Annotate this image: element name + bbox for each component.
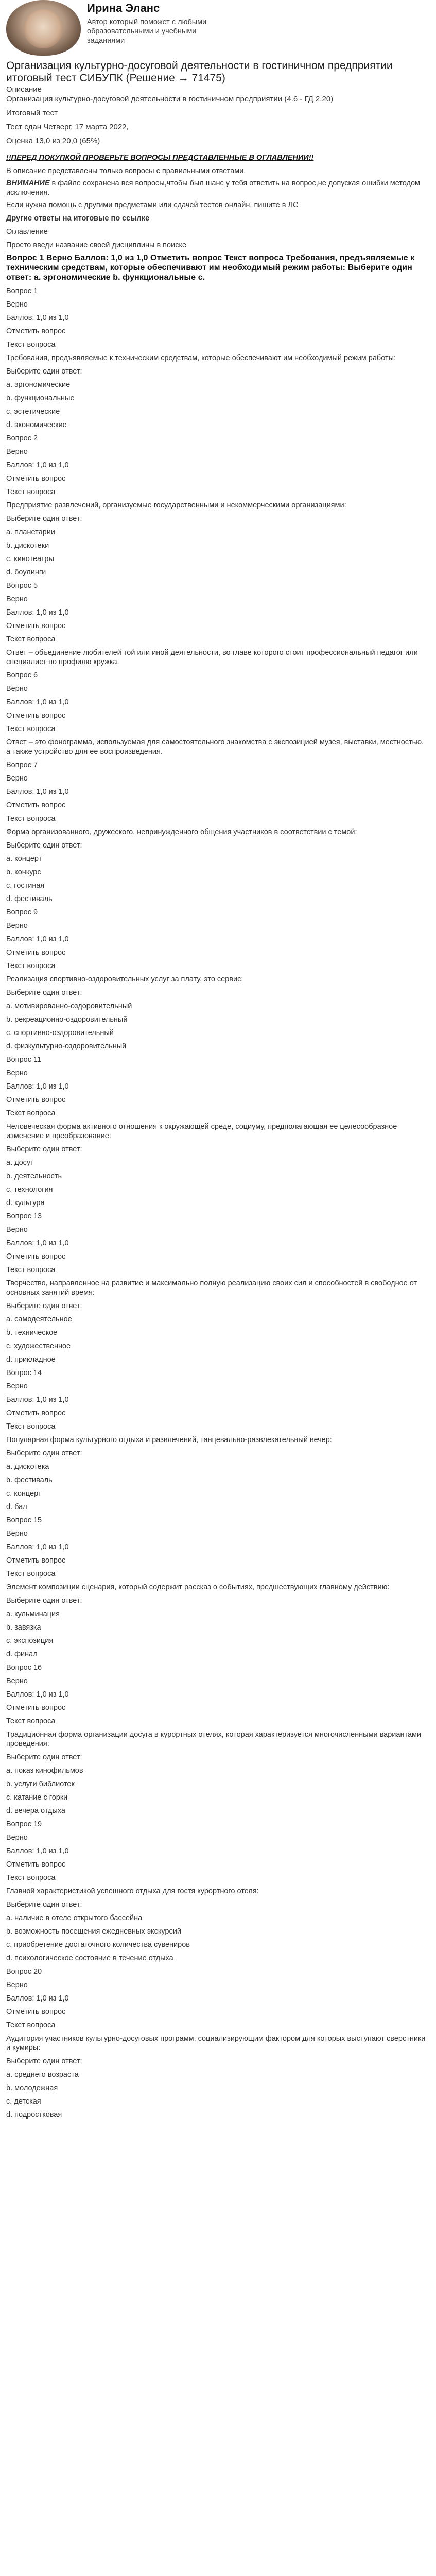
- question-text: Ответ – это фонограмма, используемая для самостоятельного знакомства с экспозицией музея, выставки, местностью, а также устройство для ее воспроизведения.: [6, 738, 424, 756]
- question-status: Верно: [6, 1382, 28, 1391]
- flag-question-link[interactable]: Отметить вопрос: [6, 474, 66, 483]
- answer-option: b. рекреационно-оздоровительный: [6, 1015, 128, 1024]
- answer-prompt: Выберите один ответ:: [6, 841, 82, 850]
- answer-prompt: Выберите один ответ:: [6, 1145, 82, 1154]
- answer-option: b. дискотеки: [6, 541, 49, 550]
- question-number: Вопрос 7: [6, 761, 38, 769]
- test-meta: [6, 84, 430, 146]
- question-text: Ответ – объединение любителей той или иной деятельности, во главе которого стоит профессиональный педагог или специалист по профилю кружка.: [6, 649, 418, 666]
- answer-option: b. услуги библиотек: [6, 1780, 75, 1788]
- question-block: [6, 1967, 430, 2120]
- question-block: [6, 434, 430, 577]
- answer-option: d. финал: [6, 1650, 38, 1658]
- answer-option: b. деятельность: [6, 1172, 62, 1180]
- question-block: [6, 760, 430, 904]
- flag-question-link[interactable]: Отметить вопрос: [6, 711, 66, 720]
- question-block: [6, 1055, 430, 1208]
- answer-option: a. показ кинофильмов: [6, 1767, 83, 1775]
- question-text: Элемент композиции сценария, который содержит рассказ о событиях, предшествующих главному действию:: [6, 1583, 390, 1591]
- question-status: Верно: [6, 300, 28, 309]
- answer-prompt: Выберите один ответ:: [6, 1901, 82, 1909]
- author-card: [6, 0, 430, 58]
- question-number: Вопрос 13: [6, 1212, 42, 1221]
- answer-option: d. физкультурно-оздоровительный: [6, 1042, 127, 1050]
- answer-option: d. фестиваль: [6, 895, 53, 903]
- question-text: Главной характеристикой успешного отдыха для гостя курортного отеля:: [6, 1887, 259, 1895]
- answer-option: b. техническое: [6, 1329, 58, 1337]
- question-block: [6, 581, 430, 667]
- answer-option: a. концерт: [6, 855, 42, 863]
- answer-option: c. катание с горки: [6, 1793, 68, 1802]
- question-status: Верно: [6, 448, 28, 456]
- question-number: Вопрос 20: [6, 1968, 42, 1976]
- question-text-label: Текст вопроса: [6, 1717, 56, 1725]
- question-status: Верно: [6, 1530, 28, 1538]
- answer-option: d. культура: [6, 1199, 45, 1207]
- answer-prompt: Выберите один ответ:: [6, 1449, 82, 1458]
- warning-label: ВНИМАНИЕ: [6, 179, 50, 188]
- author-info: [87, 0, 226, 45]
- answer-prompt: Выберите один ответ:: [6, 2057, 82, 2065]
- question-block: [6, 286, 430, 430]
- answer-option: a. наличие в отеле открытого бассейна: [6, 1914, 143, 1922]
- answer-option: b. функциональные: [6, 394, 75, 402]
- answer-option: a. самодеятельное: [6, 1315, 72, 1324]
- question-score: Баллов: 1,0 из 1,0: [6, 461, 69, 469]
- question-text-label: Текст вопроса: [6, 341, 56, 349]
- question-text-label: Текст вопроса: [6, 635, 56, 643]
- question-score: Баллов: 1,0 из 1,0: [6, 1690, 69, 1699]
- question-status: Верно: [6, 1069, 28, 1077]
- flag-question-link[interactable]: Отметить вопрос: [6, 1096, 66, 1104]
- question-number: Вопрос 9: [6, 908, 38, 917]
- answer-prompt: Выберите один ответ:: [6, 1597, 82, 1605]
- answer-option: a. мотивированно-оздоровительный: [6, 1002, 132, 1010]
- question-status: Верно: [6, 1226, 28, 1234]
- answer-option: c. экспозиция: [6, 1637, 54, 1645]
- question-score: Баллов: 1,0 из 1,0: [6, 935, 69, 943]
- warning-text: в файле сохранена вся вопросы,чтобы был шанс у тебя ответить на вопрос,не допуская ошибки методом исключения.: [6, 179, 421, 197]
- answer-option: c. технология: [6, 1185, 53, 1194]
- question-text-label: Текст вопроса: [6, 2021, 56, 2029]
- question-text: Человеческая форма активного отношения к окружающей среде, социуму, предполагающая ее целесообразное изменение и преобразование:: [6, 1123, 397, 1140]
- purchase-alert: [6, 153, 430, 162]
- question-status: Верно: [6, 685, 28, 693]
- question-text-label: Текст вопроса: [6, 1266, 56, 1274]
- question-block: [6, 908, 430, 1051]
- question-block: [6, 1663, 430, 1816]
- answer-prompt: Выберите один ответ:: [6, 515, 82, 523]
- question-number: Вопрос 5: [6, 582, 38, 590]
- author-avatar[interactable]: [6, 0, 81, 56]
- question-status: Верно: [6, 774, 28, 783]
- answer-option: a. досуг: [6, 1159, 33, 1167]
- answer-option: c. художественное: [6, 1342, 71, 1350]
- question-text-label: Текст вопроса: [6, 1570, 56, 1578]
- answer-option: a. среднего возраста: [6, 2071, 79, 2079]
- answer-prompt: Выберите один ответ:: [6, 1302, 82, 1310]
- flag-question-link[interactable]: Отметить вопрос: [6, 2008, 66, 2016]
- answer-option: a. кульминация: [6, 1610, 60, 1618]
- answer-option: d. подростковая: [6, 2111, 62, 2119]
- answer-option: d. психологическое состояние в течение отдыха: [6, 1954, 173, 1962]
- question-text: Традиционная форма организации досуга в курортных отелях, которая характеризуется многочисленными вариантами проведения:: [6, 1731, 422, 1748]
- flag-question-link[interactable]: Отметить вопрос: [6, 622, 66, 630]
- first-question-summary: Вопрос 1 Верно Баллов: 1,0 из 1,0 Отметить вопрос Текст вопроса Требования, предъявляемые к техническим средствам, которые обеспечивают им необходимый режим работы: Выберите один ответ: a. эргономические b. функциональные с.: [6, 253, 415, 282]
- warning-note: [6, 179, 430, 197]
- answer-option: d. прикладное: [6, 1355, 56, 1364]
- question-text: Аудитория участников культурно-досуговых программ, социализирующим фактором для которых выступают сверстники и кумиры:: [6, 2035, 426, 2052]
- question-number: Вопрос 2: [6, 434, 38, 443]
- question-score: Баллов: 1,0 из 1,0: [6, 698, 69, 706]
- answer-option: c. детская: [6, 2097, 41, 2106]
- page-title: Организация культурно-досуговой деятельности в гостиничном предприятии итоговый тест СИБУПК (Решение → 71475): [6, 60, 393, 84]
- question-text-label: Текст вопроса: [6, 962, 56, 970]
- search-hint: Просто введи название своей дисциплины в поиске: [6, 241, 187, 249]
- question-text-label: Текст вопроса: [6, 815, 56, 823]
- author-name[interactable]: Ирина Эланс: [87, 2, 160, 14]
- flag-question-link[interactable]: Отметить вопрос: [6, 327, 66, 335]
- flag-question-link[interactable]: Отметить вопрос: [6, 1556, 66, 1565]
- course-subtitle: Организация культурно-досуговой деятельности в гостиничном предприятии (4.6 - ГД 2.20): [6, 95, 334, 104]
- answer-option: b. конкурс: [6, 868, 41, 876]
- question-text-label: Текст вопроса: [6, 1109, 56, 1117]
- question-score: Баллов: 1,0 из 1,0: [6, 1847, 69, 1855]
- answer-prompt: Выберите один ответ:: [6, 989, 82, 997]
- question-block: [6, 1516, 430, 1659]
- question-text: Форма организованного, дружеского, непринужденного общения участников в соответствии с темой:: [6, 828, 357, 836]
- question-block: [6, 1212, 430, 1364]
- question-text-label: Текст вопроса: [6, 725, 56, 733]
- answer-option: d. боулинги: [6, 568, 46, 577]
- question-score: Баллов: 1,0 из 1,0: [6, 314, 69, 322]
- answer-option: b. молодежная: [6, 2084, 58, 2092]
- answer-option: b. завязка: [6, 1623, 41, 1632]
- question-text: Реализация спортивно-оздоровительных услуг за плату, это сервис:: [6, 975, 243, 984]
- answer-option: d. бал: [6, 1503, 27, 1511]
- question-number: Вопрос 19: [6, 1820, 42, 1828]
- question-score: Баллов: 1,0 из 1,0: [6, 1239, 69, 1247]
- author-description: Автор который поможет с любыми образовательными и учебными заданиями: [87, 18, 207, 45]
- answer-option: b. возможность посещения ежедневных экскурсий: [6, 1927, 181, 1936]
- question-block: [6, 1368, 430, 1512]
- answer-option: b. фестиваль: [6, 1476, 53, 1484]
- question-status: Верно: [6, 1677, 28, 1685]
- question-status: Верно: [6, 922, 28, 930]
- answer-option: d. экономические: [6, 421, 67, 429]
- flag-question-link[interactable]: Отметить вопрос: [6, 1409, 66, 1417]
- question-status: Верно: [6, 595, 28, 603]
- question-text: Предприятие развлечений, организуемые государственными и некоммерческими организациями:: [6, 501, 346, 510]
- question-status: Верно: [6, 1834, 28, 1842]
- question-score: Баллов: 1,0 из 1,0: [6, 1543, 69, 1551]
- answer-prompt: Выберите один ответ:: [6, 367, 82, 376]
- answer-option: c. эстетические: [6, 408, 60, 416]
- answer-option: d. вечера отдыха: [6, 1807, 65, 1815]
- answer-option: c. кинотеатры: [6, 555, 54, 563]
- test-score: Оценка 13,0 из 20,0 (65%): [6, 137, 100, 145]
- question-status: Верно: [6, 1981, 28, 1989]
- question-number: Вопрос 16: [6, 1664, 42, 1672]
- question-number: Вопрос 15: [6, 1516, 42, 1524]
- answer-option: a. планетарии: [6, 528, 55, 536]
- question-score: Баллов: 1,0 из 1,0: [6, 1396, 69, 1404]
- description-note: В описание представлены только вопросы с правильными ответами.: [6, 167, 246, 175]
- question-text: Творчество, направленное на развитие и максимально полную реализацию своих сил и способностей в свободное от основных занятий время:: [6, 1279, 417, 1297]
- question-block: [6, 671, 430, 756]
- test-name: Итоговый тест: [6, 109, 58, 117]
- answer-option: a. эргономические: [6, 381, 71, 389]
- question-score: Баллов: 1,0 из 1,0: [6, 1994, 69, 2003]
- answer-option: c. гостиная: [6, 882, 45, 890]
- question-text: Требования, предъявляемые к техническим средствам, которые обеспечивают им необходимый режим работы:: [6, 354, 396, 362]
- flag-question-link[interactable]: Отметить вопрос: [6, 1252, 66, 1261]
- questions-list: [6, 286, 430, 2120]
- question-score: Баллов: 1,0 из 1,0: [6, 788, 69, 796]
- answer-option: c. концерт: [6, 1489, 42, 1498]
- toc-heading: Оглавление: [6, 228, 48, 236]
- question-text: Популярная форма культурного отдыха и развлечений, танцевально-развлекательный вечер:: [6, 1436, 332, 1444]
- flag-question-link[interactable]: Отметить вопрос: [6, 1860, 66, 1869]
- question-number: Вопрос 14: [6, 1369, 42, 1377]
- question-number: Вопрос 11: [6, 1056, 42, 1064]
- question-text-label: Текст вопроса: [6, 1874, 56, 1882]
- question-number: Вопрос 6: [6, 671, 38, 680]
- question-block: [6, 1820, 430, 1963]
- question-score: Баллов: 1,0 из 1,0: [6, 608, 69, 617]
- answer-option: a. дискотека: [6, 1463, 49, 1471]
- question-text-label: Текст вопроса: [6, 488, 56, 496]
- test-date: Тест сдан Четверг, 17 марта 2022,: [6, 123, 129, 131]
- answer-prompt: Выберите один ответ:: [6, 1753, 82, 1761]
- question-number: Вопрос 1: [6, 287, 38, 295]
- other-answers-heading: Другие ответы на итоговые по ссылке: [6, 214, 150, 223]
- purchase-alert-text: !!ПЕРЕД ПОКУПКОЙ ПРОВЕРЬТЕ ВОПРОСЫ ПРЕДСТАВЛЕННЫЕ В ОГЛАВЛЕНИИ!!: [6, 154, 314, 162]
- help-note: Если нужна помощь с другими предметами или сдачей тестов онлайн, пишите в ЛС: [6, 201, 299, 209]
- answer-option: c. спортивно-оздоровительный: [6, 1029, 114, 1037]
- answer-option: c. приобретение достаточного количества сувениров: [6, 1941, 190, 1949]
- flag-question-link[interactable]: Отметить вопрос: [6, 801, 66, 809]
- question-text-label: Текст вопроса: [6, 1422, 56, 1431]
- question-score: Баллов: 1,0 из 1,0: [6, 1082, 69, 1091]
- description-label: Описание: [6, 85, 42, 94]
- flag-question-link[interactable]: Отметить вопрос: [6, 1704, 66, 1712]
- flag-question-link[interactable]: Отметить вопрос: [6, 948, 66, 957]
